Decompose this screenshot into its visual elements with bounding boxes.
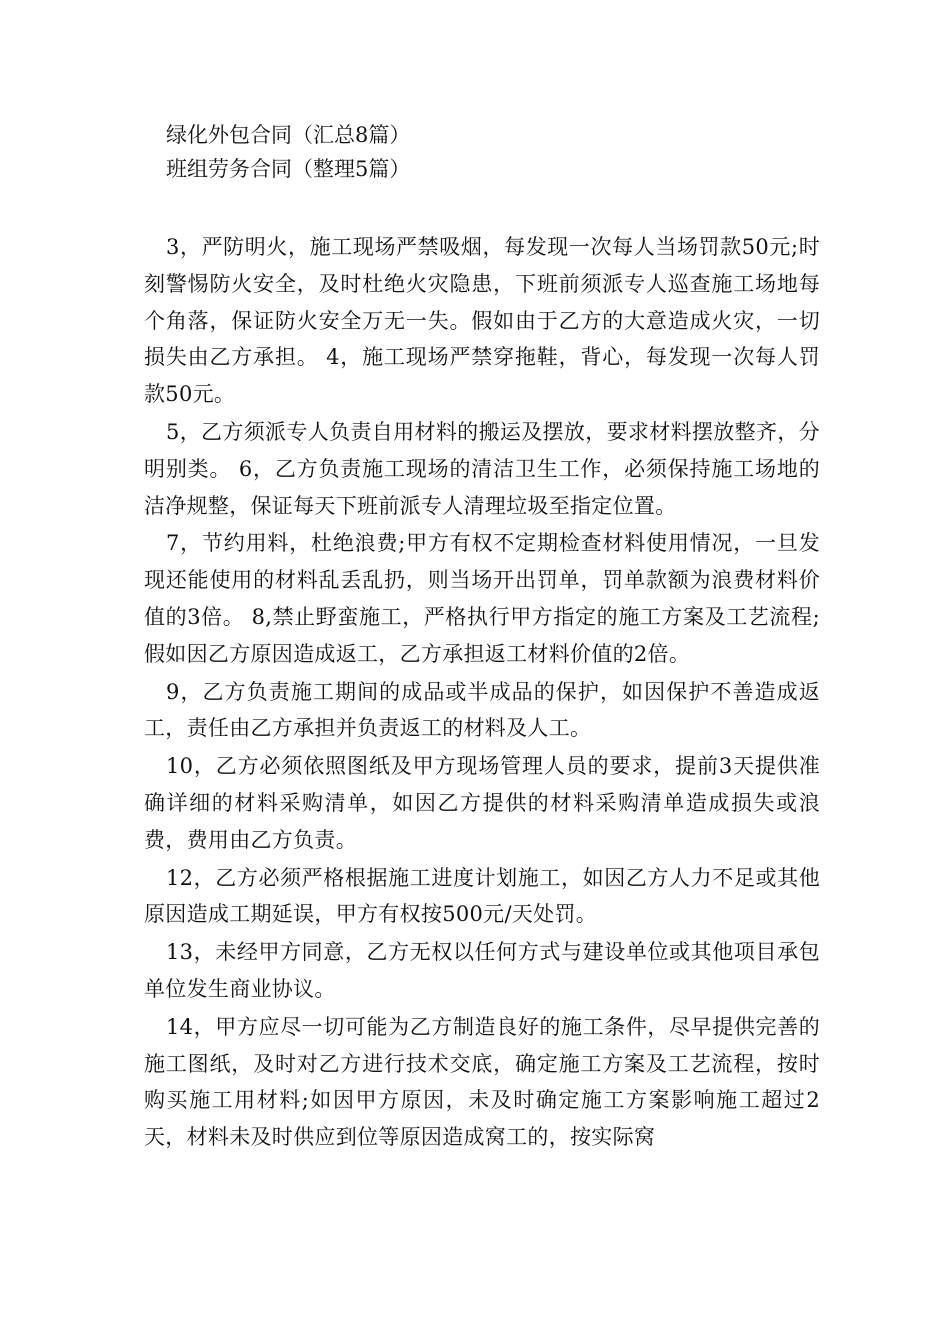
- related-article-link[interactable]: 班组劳务合同（整理5篇）: [166, 157, 411, 181]
- clause-paragraph: 14，甲方应尽一切可能为乙方制造良好的施工条件，尽早提供完善的施工图纸，及时对乙方进行技术交底，确定施工方案及工艺流程，按时购买施工用材料;如因甲方原因，未及时确定施工方案影响施工超过2天，材料未及时供应到位等原因造成窝工的，按实际窝: [144, 1014, 820, 1150]
- related-article-link[interactable]: 绿化外包合同（汇总8篇）: [166, 123, 411, 147]
- document-body: [144, 229, 820, 1157]
- clause-paragraph: 12，乙方必须严格根据施工进度计划施工，如因乙方人力不足或其他原因造成工期延误，甲方有权按500元/天处罚。: [144, 865, 820, 927]
- clause-paragraph: 13，未经甲方同意，乙方无权以任何方式与建设单位或其他项目承包单位发生商业协议。: [144, 940, 820, 1001]
- clause-paragraph: 9，乙方负责施工期间的成品或半成品的保护，如因保护不善造成返工，责任由乙方承担并负责返工的材料及人工。: [144, 679, 820, 741]
- clause-paragraph: 5，乙方须派专人负责自用材料的搬运及摆放，要求材料摆放整齐，分明别类。 6，乙方负责施工现场的清洁卫生工作，必须保持施工场地的洁净规整，保证每天下班前派专人清理垃圾至指定位置。: [144, 419, 820, 518]
- clause-paragraph: 10，乙方必须依照图纸及甲方现场管理人员的要求，提前3天提供准确详细的材料采购清单，如因乙方提供的材料采购清单造成损失或浪费，费用由乙方负责。: [144, 754, 820, 852]
- clause-paragraph: 7，节约用料，杜绝浪费;甲方有权不定期检查材料使用情况，一旦发现还能使用的材料乱丢乱扔，则当场开出罚单，罚单款额为浪费材料价值的3倍。 8,禁止野蛮施工，严格执行甲方指定的施工方案及工艺流程;假如因乙方原因造成返工，乙方承担返工材料价值的2倍。: [144, 531, 820, 666]
- related-articles: [166, 118, 806, 186]
- clause-paragraph: 3，严防明火，施工现场严禁吸烟，每发现一次每人当场罚款50元;时刻警惕防火安全，及时杜绝火灾隐患，下班前须派专人巡查施工场地每个角落，保证防火安全万无一失。假如由于乙方的大意造成火灾，一切损失由乙方承担。 4，施工现场严禁穿拖鞋，背心，每发现一次每人罚款50元。: [144, 235, 820, 407]
